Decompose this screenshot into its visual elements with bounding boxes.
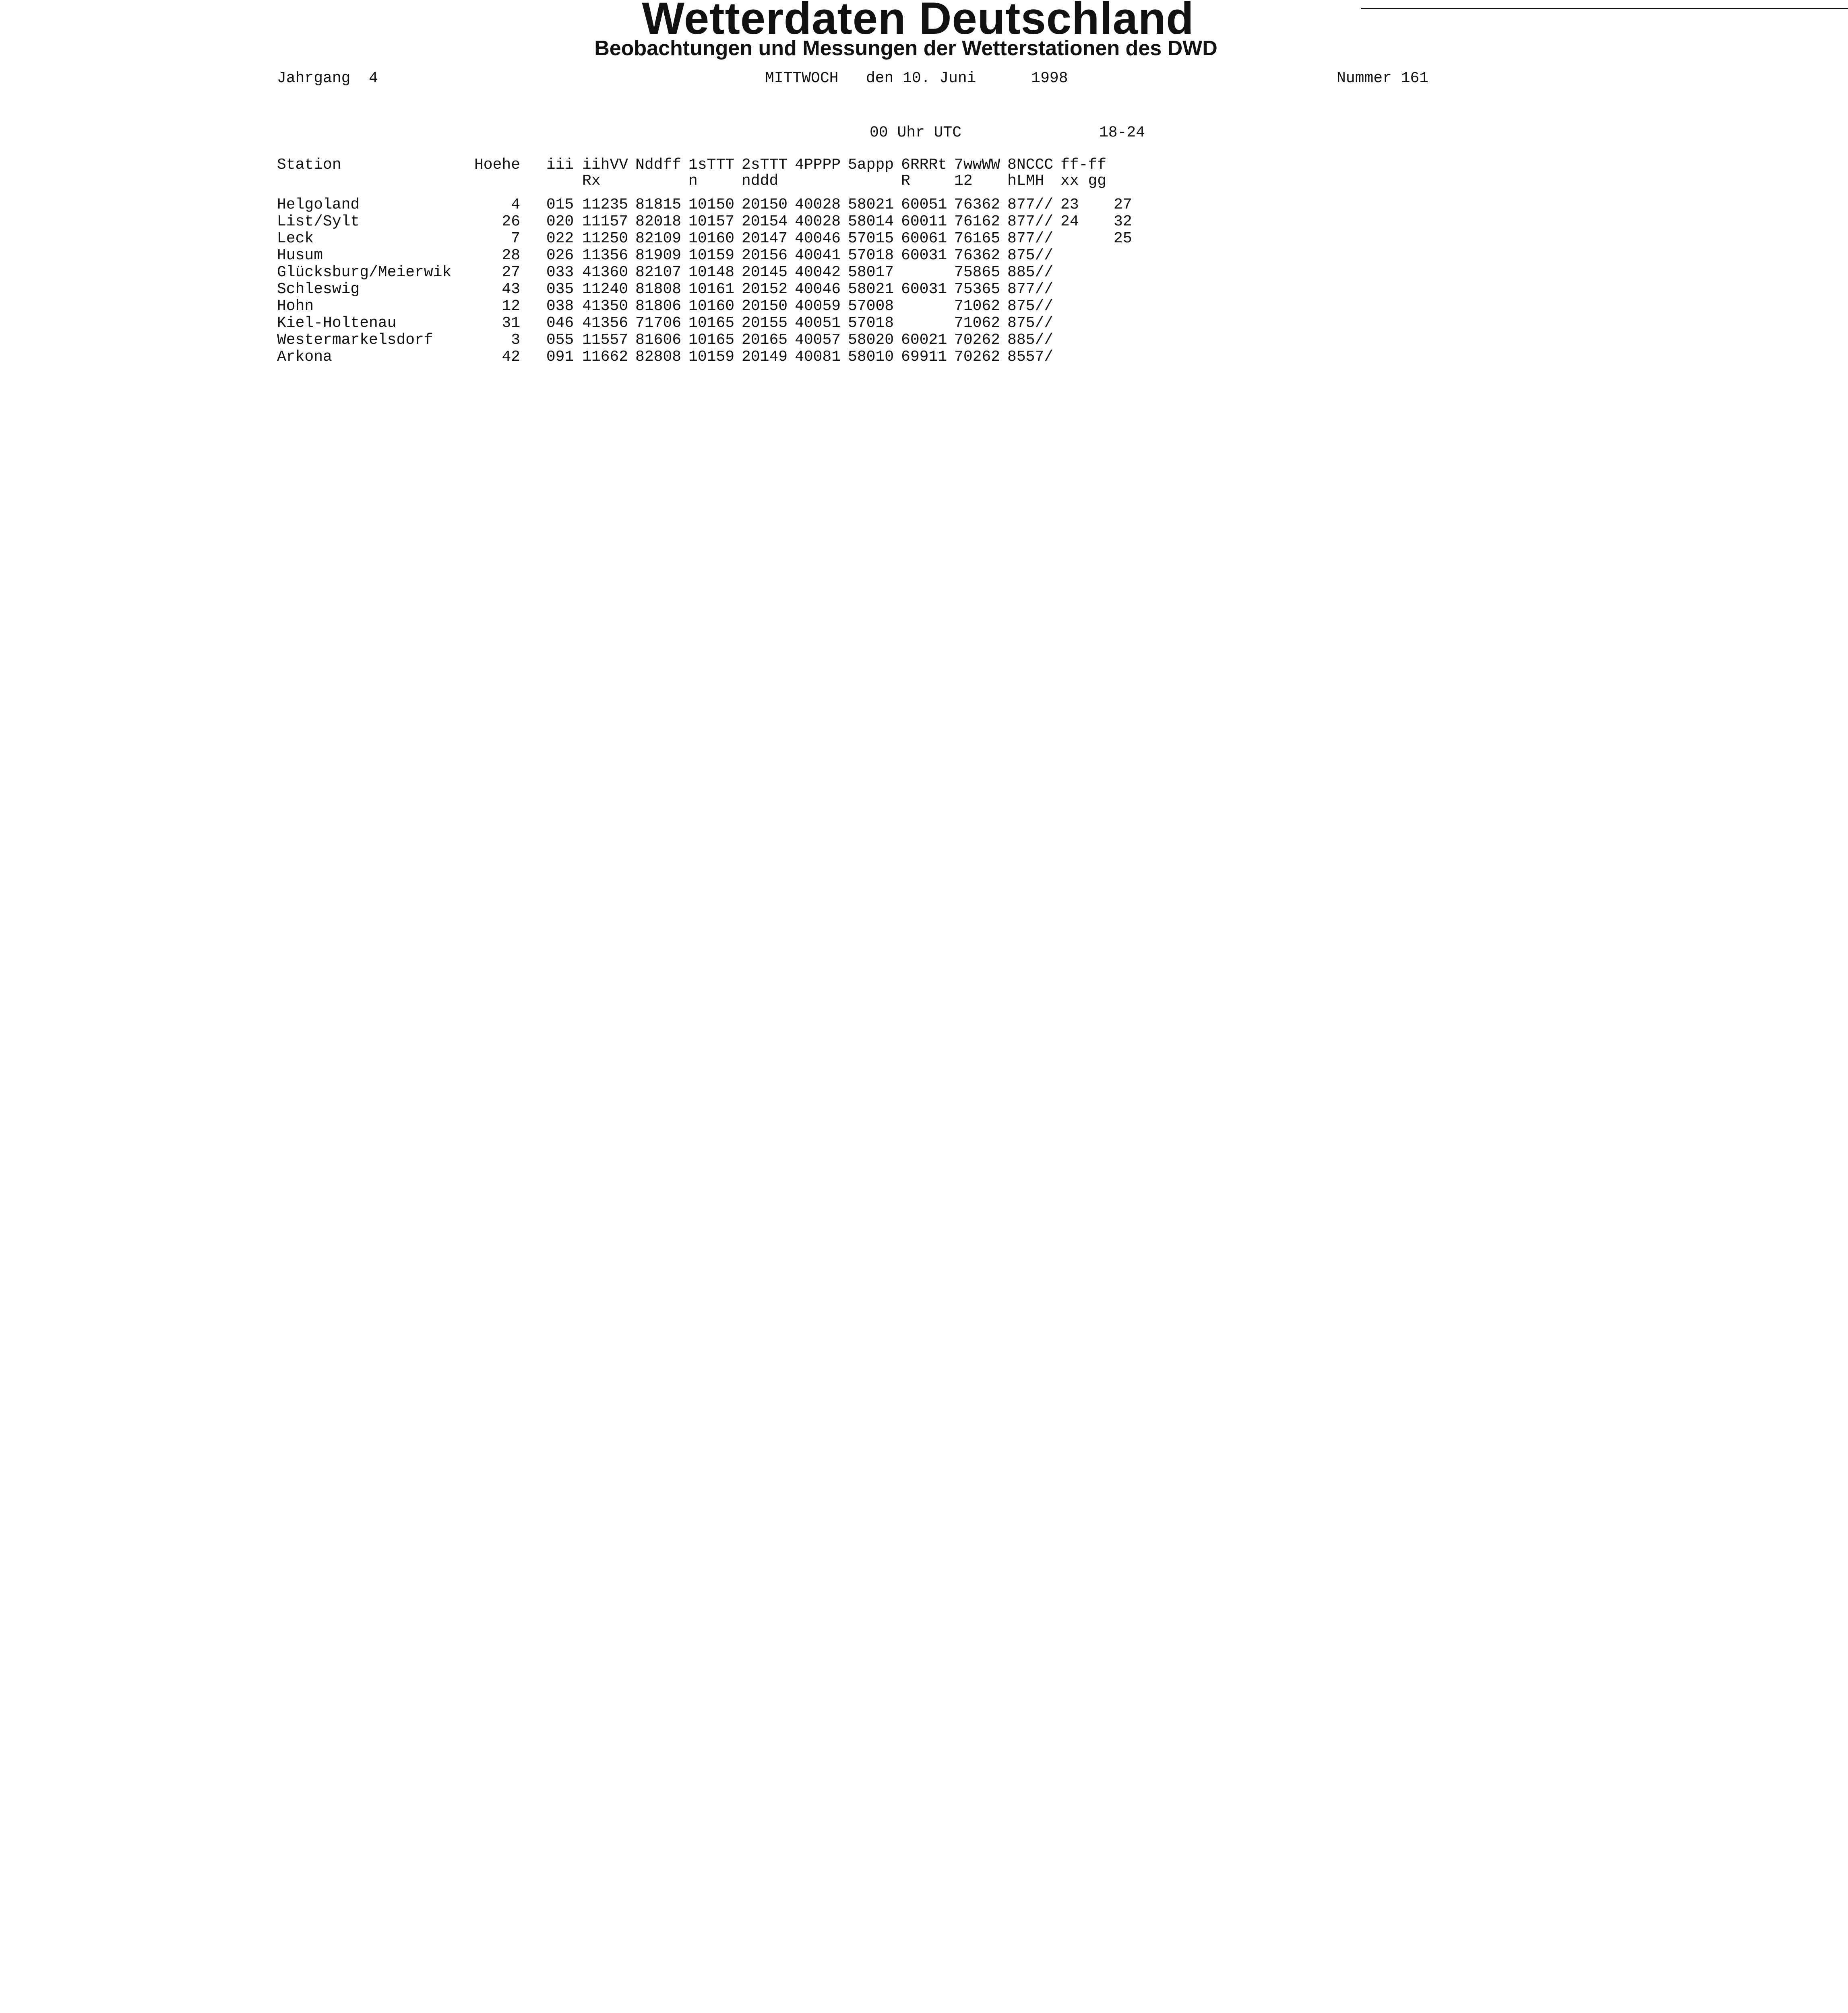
report-subtitle: Beobachtungen und Messungen der Wetterstationen des DWD — [594, 37, 1218, 60]
gust-1-cell: 23 — [1060, 196, 1079, 213]
table-row — [277, 332, 1154, 349]
group-7-cell — [901, 315, 954, 332]
col-nddff: Nddff — [635, 156, 682, 174]
group-2-cell: 82808 — [635, 348, 682, 366]
col-7wwww: 7wwWW 12 — [954, 156, 1000, 190]
station-index-cell: 091 — [546, 348, 574, 366]
elevation-cell: 4 — [511, 196, 521, 213]
group-3-cell: 10159 — [688, 247, 735, 264]
marker-cell — [520, 230, 538, 247]
table-row — [277, 349, 1154, 366]
group-6-cell: 57018 — [848, 247, 894, 264]
col-mark — [520, 157, 538, 189]
group-7-cell: 60031 — [901, 247, 947, 264]
group-5-cell: 40046 — [795, 281, 841, 298]
gust-2-cell — [1114, 264, 1154, 281]
gust-1-cell — [1060, 247, 1114, 264]
group-4-cell: 20165 — [742, 331, 788, 349]
marker-cell — [520, 196, 538, 213]
group-2-cell: 81909 — [635, 247, 682, 264]
group-6-cell: 57018 — [848, 314, 894, 332]
group-5-cell: 40028 — [795, 213, 841, 230]
group-9-cell: 8557/ — [1007, 348, 1054, 366]
col-ffff: ff-ff xx gg — [1060, 156, 1107, 190]
col-hoehe: Hoehe — [474, 156, 521, 174]
table-row — [277, 264, 1154, 281]
group-7-cell: 60031 — [901, 281, 947, 298]
group-5-cell: 40042 — [795, 264, 841, 281]
group-9-cell: 877// — [1007, 213, 1054, 230]
utc-range-label: 18-24 — [1099, 124, 1145, 141]
observation-table-wrap — [277, 157, 1284, 366]
table-row — [277, 196, 1154, 213]
group-4-cell: 20147 — [742, 230, 788, 247]
table-row — [277, 315, 1154, 332]
group-1-cell: 11157 — [582, 213, 628, 230]
gust-2-cell — [1114, 315, 1154, 332]
group-4-cell: 20152 — [742, 281, 788, 298]
station-index-cell: 035 — [546, 281, 574, 298]
station-index-cell: 026 — [546, 247, 574, 264]
group-9-cell: 875// — [1007, 247, 1054, 264]
table-row — [277, 247, 1154, 264]
issue-number: Nummer 161 — [1337, 70, 1429, 87]
utc-label: 00 Uhr UTC — [870, 124, 962, 141]
marker-cell — [520, 349, 538, 366]
table-row — [277, 230, 1154, 247]
gust-2-cell — [1114, 332, 1154, 349]
group-4-cell: 20150 — [742, 196, 788, 213]
station-cell: Leck — [277, 230, 314, 247]
station-index-cell: 015 — [546, 196, 574, 213]
gust-1-cell: 24 — [1060, 213, 1079, 230]
station-cell: Helgoland — [277, 196, 360, 213]
group-2-cell: 82109 — [635, 230, 682, 247]
gust-1-cell — [1060, 298, 1114, 315]
group-9-cell: 875// — [1007, 298, 1054, 315]
group-3-cell: 10157 — [688, 213, 735, 230]
group-1-cell: 11235 — [582, 196, 628, 213]
elevation-cell: 12 — [502, 298, 521, 315]
marker-cell — [520, 213, 538, 230]
group-5-cell: 40059 — [795, 298, 841, 315]
elevation-cell: 43 — [502, 281, 521, 298]
group-9-cell: 885// — [1007, 331, 1054, 349]
group-9-cell: 877// — [1007, 196, 1054, 213]
table-header-row — [277, 157, 1154, 189]
group-8-cell: 76362 — [954, 196, 1000, 213]
group-6-cell: 58021 — [848, 196, 894, 213]
group-7-cell: 69911 — [901, 348, 947, 366]
group-2-cell: 82018 — [635, 213, 682, 230]
elevation-cell: 31 — [502, 314, 521, 332]
group-5-cell: 40046 — [795, 230, 841, 247]
station-index-cell: 022 — [546, 230, 574, 247]
group-5-cell: 40051 — [795, 314, 841, 332]
group-1-cell: 11356 — [582, 247, 628, 264]
group-3-cell: 10160 — [688, 298, 735, 315]
col-2sttt: 2sTTT nddd — [742, 156, 788, 190]
gust-1-cell — [1060, 315, 1114, 332]
volume-label: Jahrgang 4 — [277, 70, 378, 87]
marker-cell — [520, 247, 538, 264]
table-row — [277, 281, 1154, 298]
group-1-cell: 41350 — [582, 298, 628, 315]
gust-2-cell: 32 — [1114, 213, 1132, 230]
group-6-cell: 58014 — [848, 213, 894, 230]
group-8-cell: 70262 — [954, 348, 1000, 366]
group-4-cell: 20145 — [742, 264, 788, 281]
report-title: Wetterdaten Deutschland — [642, 0, 1194, 43]
group-8-cell: 70262 — [954, 331, 1000, 349]
group-1-cell: 41356 — [582, 314, 628, 332]
marker-cell — [520, 315, 538, 332]
group-1-cell: 11662 — [582, 348, 628, 366]
group-5-cell: 40081 — [795, 348, 841, 366]
group-3-cell: 10165 — [688, 314, 735, 332]
group-8-cell: 75365 — [954, 281, 1000, 298]
table-row — [277, 213, 1154, 230]
group-5-cell: 40057 — [795, 331, 841, 349]
group-9-cell: 877// — [1007, 281, 1054, 298]
gust-2-cell — [1114, 349, 1154, 366]
marker-cell — [520, 332, 538, 349]
group-5-cell: 40041 — [795, 247, 841, 264]
group-1-cell: 11250 — [582, 230, 628, 247]
header-gap — [277, 189, 1154, 196]
gust-2-cell — [1114, 298, 1154, 315]
group-7-cell: 60051 — [901, 196, 947, 213]
group-6-cell: 58020 — [848, 331, 894, 349]
gust-2-cell — [1114, 247, 1154, 264]
station-cell: Glücksburg/Meierwik — [277, 264, 452, 281]
station-index-cell: 033 — [546, 264, 574, 281]
marker-cell — [520, 281, 538, 298]
group-3-cell: 10165 — [688, 331, 735, 349]
station-index-cell: 046 — [546, 314, 574, 332]
gust-2-cell — [1114, 281, 1154, 298]
elevation-cell: 42 — [502, 348, 521, 366]
marker-cell — [520, 264, 538, 281]
station-cell: Hohn — [277, 298, 314, 315]
group-6-cell: 57008 — [848, 298, 894, 315]
col-station: Station — [277, 156, 341, 174]
station-index-cell: 055 — [546, 331, 574, 349]
group-2-cell: 81815 — [635, 196, 682, 213]
col-5appp: 5appp — [848, 156, 894, 174]
group-4-cell: 20149 — [742, 348, 788, 366]
group-7-cell: 60011 — [901, 213, 947, 230]
station-cell: Arkona — [277, 348, 332, 366]
station-index-cell: 020 — [546, 213, 574, 230]
group-8-cell: 76162 — [954, 213, 1000, 230]
col-8ncc: 8NCCC hLMH — [1007, 156, 1054, 190]
col-iii: iii — [546, 156, 574, 174]
gust-1-cell — [1060, 264, 1114, 281]
group-7-cell — [901, 298, 954, 315]
group-2-cell: 82107 — [635, 264, 682, 281]
header-rule — [1361, 8, 1848, 9]
group-2-cell: 81806 — [635, 298, 682, 315]
group-9-cell: 885// — [1007, 264, 1054, 281]
group-4-cell: 20155 — [742, 314, 788, 332]
group-6-cell: 58021 — [848, 281, 894, 298]
table-header — [277, 157, 1154, 196]
group-7-cell: 60021 — [901, 331, 947, 349]
station-cell: Schleswig — [277, 281, 360, 298]
elevation-cell: 3 — [511, 331, 521, 349]
col-1sttt: 1sTTT n — [688, 156, 735, 190]
col-iihvv: iihVV Rx — [582, 156, 628, 190]
marker-cell — [520, 298, 538, 315]
group-2-cell: 71706 — [635, 314, 682, 332]
elevation-cell: 26 — [502, 213, 521, 230]
group-8-cell: 71062 — [954, 314, 1000, 332]
observation-table — [277, 157, 1154, 366]
group-3-cell: 10148 — [688, 264, 735, 281]
group-1-cell: 11557 — [582, 331, 628, 349]
gust-1-cell — [1060, 281, 1114, 298]
group-6-cell: 58017 — [848, 264, 894, 281]
station-cell: Westermarkelsdorf — [277, 331, 433, 349]
group-8-cell: 76165 — [954, 230, 1000, 247]
group-6-cell: 58010 — [848, 348, 894, 366]
group-9-cell: 877// — [1007, 230, 1054, 247]
group-3-cell: 10161 — [688, 281, 735, 298]
elevation-cell: 28 — [502, 247, 521, 264]
group-8-cell: 75865 — [954, 264, 1000, 281]
group-7-cell: 60061 — [901, 230, 947, 247]
gust-2-cell: 25 — [1114, 230, 1132, 247]
group-1-cell: 11240 — [582, 281, 628, 298]
station-cell: List/Sylt — [277, 213, 360, 230]
group-3-cell: 10150 — [688, 196, 735, 213]
table-row — [277, 298, 1154, 315]
group-7-cell — [901, 264, 954, 281]
station-index-cell: 038 — [546, 298, 574, 315]
col-6rrrt: 6RRRt R — [901, 156, 947, 190]
group-4-cell: 20156 — [742, 247, 788, 264]
gust-1-cell — [1060, 349, 1114, 366]
elevation-cell: 27 — [502, 264, 521, 281]
group-8-cell: 71062 — [954, 298, 1000, 315]
gust-2-cell: 27 — [1114, 196, 1132, 213]
group-6-cell: 57015 — [848, 230, 894, 247]
station-cell: Husum — [277, 247, 323, 264]
group-5-cell: 40028 — [795, 196, 841, 213]
group-2-cell: 81606 — [635, 331, 682, 349]
group-2-cell: 81808 — [635, 281, 682, 298]
gust-1-cell — [1060, 332, 1114, 349]
gust-1-cell — [1060, 230, 1114, 247]
date-label: MITTWOCH den 10. Juni 1998 — [765, 70, 1068, 87]
station-cell: Kiel-Holtenau — [277, 314, 397, 332]
group-4-cell: 20154 — [742, 213, 788, 230]
group-3-cell: 10160 — [688, 230, 735, 247]
elevation-cell: 7 — [511, 230, 521, 247]
group-1-cell: 41360 — [582, 264, 628, 281]
group-3-cell: 10159 — [688, 348, 735, 366]
group-4-cell: 20150 — [742, 298, 788, 315]
group-9-cell: 875// — [1007, 314, 1054, 332]
col-4pppp: 4PPPP — [795, 156, 841, 174]
group-8-cell: 76362 — [954, 247, 1000, 264]
observation-rows — [277, 196, 1154, 366]
